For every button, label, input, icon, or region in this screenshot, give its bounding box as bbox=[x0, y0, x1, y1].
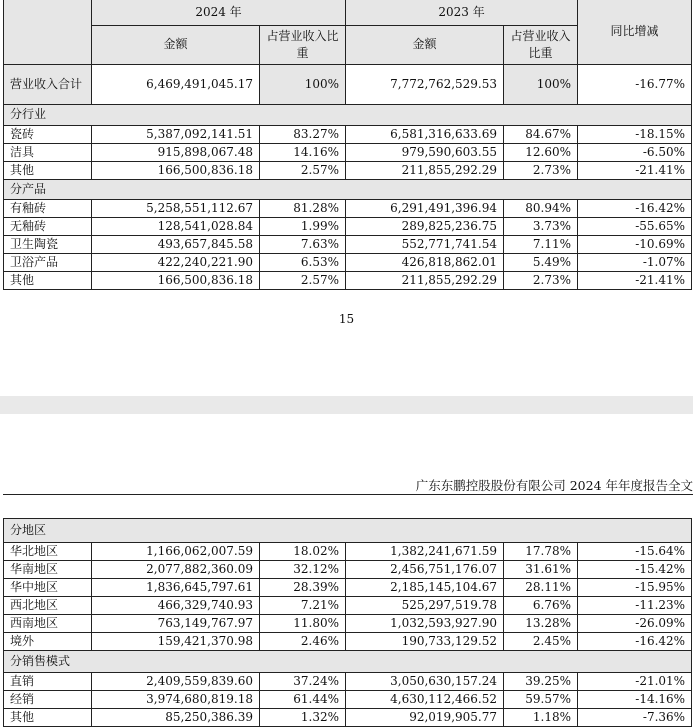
ratio-2023: 3.73% bbox=[504, 218, 578, 236]
revenue-table-top bbox=[3, 0, 692, 290]
yoy: -6.50% bbox=[578, 144, 692, 162]
ratio-2024: 32.12% bbox=[260, 561, 346, 579]
amount-2024: 2,409,559,839.60 bbox=[92, 673, 260, 691]
yoy: -15.95% bbox=[578, 579, 692, 597]
row-label: 洁具 bbox=[4, 144, 92, 162]
row-label: 经销 bbox=[4, 691, 92, 709]
ratio-2023: 2.45% bbox=[504, 633, 578, 651]
row-label: 华北地区 bbox=[4, 543, 92, 561]
amount-2023: 6,581,316,633.69 bbox=[346, 126, 504, 144]
col-ratio-2024: 占营业收入比重 bbox=[260, 26, 346, 65]
table-row bbox=[4, 561, 692, 579]
col-amount-2023: 金额 bbox=[346, 26, 504, 65]
row-label: 有釉砖 bbox=[4, 200, 92, 218]
ratio-2023: 12.60% bbox=[504, 144, 578, 162]
ratio-2023: 13.28% bbox=[504, 615, 578, 633]
table-row bbox=[4, 162, 692, 180]
ratio-2023: 6.76% bbox=[504, 597, 578, 615]
amount-2023: 426,818,862.01 bbox=[346, 254, 504, 272]
amount-2024: 915,898,067.48 bbox=[92, 144, 260, 162]
yoy: -18.15% bbox=[578, 126, 692, 144]
amount-2024: 166,500,836.18 bbox=[92, 162, 260, 180]
ratio-2023: 1.18% bbox=[504, 709, 578, 727]
yoy: -11.23% bbox=[578, 597, 692, 615]
ratio-2024: 37.24% bbox=[260, 673, 346, 691]
amount-2023: 289,825,236.75 bbox=[346, 218, 504, 236]
col-year-2023: 2023 年 bbox=[346, 0, 578, 26]
col-year-2024: 2024 年 bbox=[92, 0, 346, 26]
yoy: -21.41% bbox=[578, 272, 692, 290]
table-row bbox=[4, 691, 692, 709]
section-region: 分地区 bbox=[4, 519, 692, 543]
col-ratio-2023: 占营业收入比重 bbox=[504, 26, 578, 65]
amount-2023: 92,019,905.77 bbox=[346, 709, 504, 727]
amount-2023: 4,630,112,466.52 bbox=[346, 691, 504, 709]
table-row bbox=[4, 144, 692, 162]
table-row bbox=[4, 597, 692, 615]
ratio-2024: 2.57% bbox=[260, 272, 346, 290]
amount-2024: 763,149,767.97 bbox=[92, 615, 260, 633]
ratio-2023: 59.57% bbox=[504, 691, 578, 709]
ratio-2024: 18.02% bbox=[260, 543, 346, 561]
header-spacer bbox=[4, 0, 92, 65]
amount-2024: 1,166,062,007.59 bbox=[92, 543, 260, 561]
row-label: 瓷砖 bbox=[4, 126, 92, 144]
yoy: -21.01% bbox=[578, 673, 692, 691]
amount-2024: 159,421,370.98 bbox=[92, 633, 260, 651]
ratio-2024: 81.28% bbox=[260, 200, 346, 218]
yoy: -7.36% bbox=[578, 709, 692, 727]
amount-2023: 1,032,593,927.90 bbox=[346, 615, 504, 633]
table-row bbox=[4, 272, 692, 290]
amount-2024: 493,657,845.58 bbox=[92, 236, 260, 254]
row-label-total: 营业收入合计 bbox=[4, 65, 92, 105]
table-row bbox=[4, 236, 692, 254]
col-amount-2024: 金额 bbox=[92, 26, 260, 65]
table-row bbox=[4, 579, 692, 597]
row-label: 华南地区 bbox=[4, 561, 92, 579]
page-separator bbox=[0, 396, 693, 414]
amount-2023: 552,771,741.54 bbox=[346, 236, 504, 254]
table-row bbox=[4, 673, 692, 691]
ratio-2023: 5.49% bbox=[504, 254, 578, 272]
total-ratio-2024: 100% bbox=[260, 65, 346, 105]
table-row bbox=[4, 543, 692, 561]
page-number: 15 bbox=[338, 312, 355, 326]
ratio-2023: 17.78% bbox=[504, 543, 578, 561]
ratio-2024: 2.46% bbox=[260, 633, 346, 651]
yoy: -16.42% bbox=[578, 200, 692, 218]
ratio-2023: 28.11% bbox=[504, 579, 578, 597]
row-label: 其他 bbox=[4, 272, 92, 290]
ratio-2024: 1.99% bbox=[260, 218, 346, 236]
row-label: 西南地区 bbox=[4, 615, 92, 633]
table-row bbox=[4, 254, 692, 272]
row-label: 无釉砖 bbox=[4, 218, 92, 236]
yoy: -10.69% bbox=[578, 236, 692, 254]
row-label: 卫生陶瓷 bbox=[4, 236, 92, 254]
amount-2024: 128,541,028.84 bbox=[92, 218, 260, 236]
amount-2024: 5,387,092,141.51 bbox=[92, 126, 260, 144]
row-label: 其他 bbox=[4, 709, 92, 727]
ratio-2024: 28.39% bbox=[260, 579, 346, 597]
amount-2023: 211,855,292.29 bbox=[346, 272, 504, 290]
ratio-2024: 6.53% bbox=[260, 254, 346, 272]
yoy: -55.65% bbox=[578, 218, 692, 236]
amount-2023: 1,382,241,671.59 bbox=[346, 543, 504, 561]
yoy: -16.42% bbox=[578, 633, 692, 651]
table-row bbox=[4, 709, 692, 727]
ratio-2024: 14.16% bbox=[260, 144, 346, 162]
amount-2024: 5,258,551,112.67 bbox=[92, 200, 260, 218]
row-label: 其他 bbox=[4, 162, 92, 180]
ratio-2024: 7.63% bbox=[260, 236, 346, 254]
table-row bbox=[4, 615, 692, 633]
yoy: -21.41% bbox=[578, 162, 692, 180]
ratio-2023: 31.61% bbox=[504, 561, 578, 579]
table-row bbox=[4, 633, 692, 651]
ratio-2023: 39.25% bbox=[504, 673, 578, 691]
amount-2023: 190,733,129.52 bbox=[346, 633, 504, 651]
ratio-2024: 83.27% bbox=[260, 126, 346, 144]
ratio-2024: 61.44% bbox=[260, 691, 346, 709]
amount-2023: 525,297,519.78 bbox=[346, 597, 504, 615]
total-yoy: -16.77% bbox=[578, 65, 692, 105]
ratio-2024: 2.57% bbox=[260, 162, 346, 180]
amount-2023: 211,855,292.29 bbox=[346, 162, 504, 180]
amount-2024: 422,240,221.90 bbox=[92, 254, 260, 272]
table-row bbox=[4, 200, 692, 218]
amount-2024: 2,077,882,360.09 bbox=[92, 561, 260, 579]
yoy: -1.07% bbox=[578, 254, 692, 272]
ratio-2024: 11.80% bbox=[260, 615, 346, 633]
table-row-total bbox=[4, 65, 692, 105]
amount-2024: 466,329,740.93 bbox=[92, 597, 260, 615]
amount-2023: 6,291,491,396.94 bbox=[346, 200, 504, 218]
section-industry: 分行业 bbox=[4, 105, 692, 126]
header-divider bbox=[3, 494, 693, 495]
section-product: 分产品 bbox=[4, 180, 692, 200]
row-label: 西北地区 bbox=[4, 597, 92, 615]
row-label: 直销 bbox=[4, 673, 92, 691]
document-header: 广东东鹏控股股份有限公司 2024 年年度报告全文 bbox=[415, 478, 693, 493]
ratio-2024: 7.21% bbox=[260, 597, 346, 615]
amount-2023: 2,185,145,104.67 bbox=[346, 579, 504, 597]
yoy: -26.09% bbox=[578, 615, 692, 633]
total-amount-2023: 7,772,762,529.53 bbox=[346, 65, 504, 105]
amount-2024: 85,250,386.39 bbox=[92, 709, 260, 727]
ratio-2023: 80.94% bbox=[504, 200, 578, 218]
section-sales-mode: 分销售模式 bbox=[4, 651, 692, 673]
amount-2024: 166,500,836.18 bbox=[92, 272, 260, 290]
ratio-2024: 1.32% bbox=[260, 709, 346, 727]
amount-2023: 2,456,751,176.07 bbox=[346, 561, 504, 579]
ratio-2023: 2.73% bbox=[504, 162, 578, 180]
ratio-2023: 7.11% bbox=[504, 236, 578, 254]
amount-2024: 1,836,645,797.61 bbox=[92, 579, 260, 597]
total-ratio-2023: 100% bbox=[504, 65, 578, 105]
row-label: 华中地区 bbox=[4, 579, 92, 597]
total-amount-2024: 6,469,491,045.17 bbox=[92, 65, 260, 105]
ratio-2023: 2.73% bbox=[504, 272, 578, 290]
yoy: -15.64% bbox=[578, 543, 692, 561]
table-row bbox=[4, 218, 692, 236]
ratio-2023: 84.67% bbox=[504, 126, 578, 144]
table-row bbox=[4, 126, 692, 144]
row-label: 境外 bbox=[4, 633, 92, 651]
row-label: 卫浴产品 bbox=[4, 254, 92, 272]
yoy: -15.42% bbox=[578, 561, 692, 579]
amount-2024: 3,974,680,819.18 bbox=[92, 691, 260, 709]
amount-2023: 979,590,603.55 bbox=[346, 144, 504, 162]
yoy: -14.16% bbox=[578, 691, 692, 709]
amount-2023: 3,050,630,157.24 bbox=[346, 673, 504, 691]
col-yoy: 同比增减 bbox=[578, 0, 692, 65]
revenue-table-bottom bbox=[3, 518, 692, 727]
